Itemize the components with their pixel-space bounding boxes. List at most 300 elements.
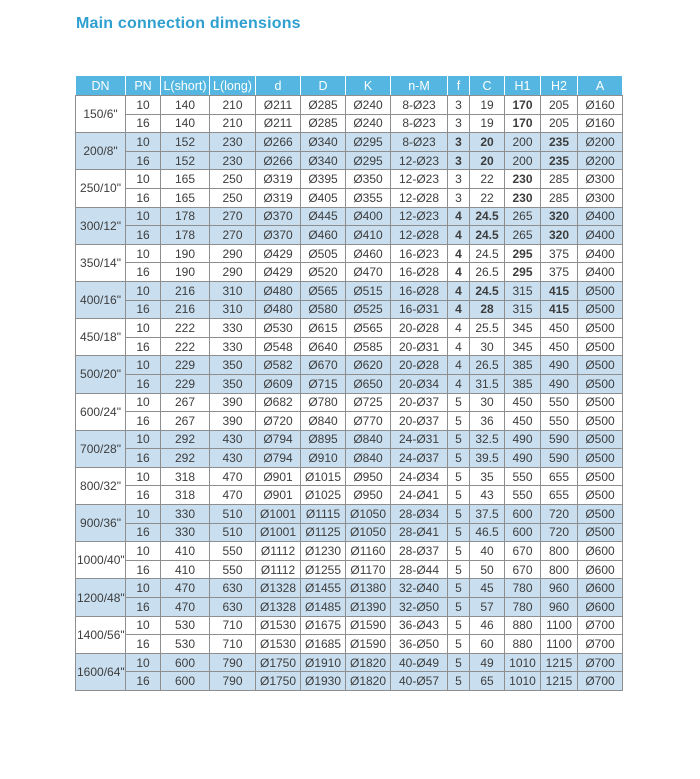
- cell-l-short: 470: [161, 598, 210, 617]
- cell-k: Ø240: [346, 96, 391, 115]
- cell-h1: 385: [505, 356, 541, 375]
- cell-c: 46.5: [470, 523, 505, 542]
- cell-f: 5: [448, 505, 470, 524]
- cell-pn: 10: [126, 393, 161, 412]
- cell-n-m: 32-Ø40: [391, 579, 448, 598]
- cell-dn: 350/14": [76, 244, 126, 281]
- cell-l-long: 310: [210, 300, 256, 319]
- cell-d-lower: Ø370: [256, 226, 301, 245]
- cell-k: Ø1160: [346, 542, 391, 561]
- cell-f: 5: [448, 393, 470, 412]
- cell-a: Ø500: [578, 505, 623, 524]
- cell-h2: 800: [541, 560, 578, 579]
- cell-d-upper: Ø460: [301, 226, 346, 245]
- cell-c: 31.5: [470, 374, 505, 393]
- cell-l-long: 710: [210, 635, 256, 654]
- cell-h1: 600: [505, 523, 541, 542]
- cell-k: Ø840: [346, 430, 391, 449]
- cell-h1: 1010: [505, 653, 541, 672]
- cell-l-long: 790: [210, 672, 256, 691]
- table-row: [76, 337, 623, 356]
- cell-pn: 10: [126, 542, 161, 561]
- cell-d-lower: Ø720: [256, 412, 301, 431]
- cell-a: Ø500: [578, 430, 623, 449]
- cell-d-lower: Ø609: [256, 374, 301, 393]
- cell-pn: 16: [126, 672, 161, 691]
- cell-pn: 10: [126, 133, 161, 152]
- cell-k: Ø1820: [346, 653, 391, 672]
- cell-d-upper: Ø580: [301, 300, 346, 319]
- column-header-h2: H2: [541, 76, 578, 96]
- cell-d-upper: Ø715: [301, 374, 346, 393]
- cell-l-short: 140: [161, 96, 210, 115]
- cell-pn: 10: [126, 207, 161, 226]
- cell-c: 24.5: [470, 281, 505, 300]
- cell-a: Ø500: [578, 281, 623, 300]
- cell-a: Ø160: [578, 114, 623, 133]
- cell-l-long: 290: [210, 244, 256, 263]
- cell-d-upper: Ø340: [301, 133, 346, 152]
- cell-h2: 235: [541, 133, 578, 152]
- cell-d-upper: Ø565: [301, 281, 346, 300]
- cell-dn: 600/24": [76, 393, 126, 430]
- table-row: [76, 263, 623, 282]
- cell-d-lower: Ø266: [256, 151, 301, 170]
- cell-a: Ø700: [578, 616, 623, 635]
- cell-k: Ø840: [346, 449, 391, 468]
- cell-h1: 670: [505, 542, 541, 561]
- cell-d-upper: Ø1025: [301, 486, 346, 505]
- cell-c: 43: [470, 486, 505, 505]
- cell-f: 4: [448, 356, 470, 375]
- cell-a: Ø400: [578, 226, 623, 245]
- cell-d-lower: Ø480: [256, 281, 301, 300]
- cell-dn: 900/36": [76, 505, 126, 542]
- cell-l-short: 216: [161, 281, 210, 300]
- cell-h2: 1100: [541, 635, 578, 654]
- cell-c: 30: [470, 337, 505, 356]
- cell-d-upper: Ø520: [301, 263, 346, 282]
- cell-d-lower: Ø319: [256, 170, 301, 189]
- cell-d-lower: Ø582: [256, 356, 301, 375]
- cell-n-m: 40-Ø57: [391, 672, 448, 691]
- cell-h2: 285: [541, 188, 578, 207]
- cell-c: 22: [470, 170, 505, 189]
- cell-k: Ø565: [346, 319, 391, 338]
- cell-pn: 10: [126, 579, 161, 598]
- cell-d-upper: Ø1015: [301, 467, 346, 486]
- cell-d-upper: Ø910: [301, 449, 346, 468]
- cell-d-upper: Ø1255: [301, 560, 346, 579]
- cell-k: Ø1590: [346, 616, 391, 635]
- cell-n-m: 20-Ø28: [391, 356, 448, 375]
- column-header-a: A: [578, 76, 623, 96]
- cell-pn: 16: [126, 188, 161, 207]
- cell-h1: 295: [505, 263, 541, 282]
- table-row: [76, 467, 623, 486]
- cell-h1: 880: [505, 616, 541, 635]
- cell-k: Ø725: [346, 393, 391, 412]
- cell-a: Ø600: [578, 598, 623, 617]
- cell-c: 36: [470, 412, 505, 431]
- cell-d-upper: Ø670: [301, 356, 346, 375]
- cell-f: 3: [448, 151, 470, 170]
- cell-dn: 1400/56": [76, 616, 126, 653]
- cell-f: 5: [448, 486, 470, 505]
- cell-a: Ø300: [578, 188, 623, 207]
- cell-h1: 345: [505, 319, 541, 338]
- cell-d-upper: Ø1115: [301, 505, 346, 524]
- cell-h1: 490: [505, 430, 541, 449]
- cell-l-short: 318: [161, 486, 210, 505]
- cell-l-long: 510: [210, 523, 256, 542]
- cell-n-m: 12-Ø28: [391, 188, 448, 207]
- cell-h1: 265: [505, 226, 541, 245]
- page-title: Main connection dimensions: [76, 15, 301, 32]
- cell-c: 20: [470, 151, 505, 170]
- cell-n-m: 28-Ø44: [391, 560, 448, 579]
- cell-a: Ø500: [578, 337, 623, 356]
- cell-k: Ø585: [346, 337, 391, 356]
- cell-d-lower: Ø901: [256, 486, 301, 505]
- cell-l-short: 152: [161, 151, 210, 170]
- cell-pn: 16: [126, 523, 161, 542]
- cell-n-m: 8-Ø23: [391, 96, 448, 115]
- cell-d-upper: Ø395: [301, 170, 346, 189]
- cell-k: Ø240: [346, 114, 391, 133]
- cell-pn: 16: [126, 449, 161, 468]
- header-row: [76, 76, 623, 96]
- table-row: [76, 151, 623, 170]
- column-header-f: f: [448, 76, 470, 96]
- cell-k: Ø1590: [346, 635, 391, 654]
- cell-l-short: 216: [161, 300, 210, 319]
- cell-l-short: 292: [161, 430, 210, 449]
- cell-h1: 170: [505, 96, 541, 115]
- cell-h2: 320: [541, 207, 578, 226]
- cell-a: Ø400: [578, 263, 623, 282]
- cell-k: Ø295: [346, 151, 391, 170]
- cell-l-long: 330: [210, 319, 256, 338]
- table-row: [76, 672, 623, 691]
- cell-d-lower: Ø901: [256, 467, 301, 486]
- cell-h2: 415: [541, 300, 578, 319]
- cell-c: 40: [470, 542, 505, 561]
- table-row: [76, 281, 623, 300]
- cell-l-short: 165: [161, 170, 210, 189]
- cell-l-long: 350: [210, 374, 256, 393]
- column-header-k: K: [346, 76, 391, 96]
- cell-c: 22: [470, 188, 505, 207]
- cell-l-short: 318: [161, 467, 210, 486]
- cell-pn: 16: [126, 560, 161, 579]
- cell-l-short: 600: [161, 672, 210, 691]
- cell-d-lower: Ø1530: [256, 616, 301, 635]
- cell-l-short: 222: [161, 319, 210, 338]
- cell-d-lower: Ø1750: [256, 653, 301, 672]
- cell-d-upper: Ø1485: [301, 598, 346, 617]
- cell-d-lower: Ø1328: [256, 579, 301, 598]
- cell-a: Ø500: [578, 356, 623, 375]
- cell-h1: 670: [505, 560, 541, 579]
- cell-pn: 10: [126, 356, 161, 375]
- cell-c: 65: [470, 672, 505, 691]
- cell-k: Ø650: [346, 374, 391, 393]
- cell-f: 5: [448, 523, 470, 542]
- cell-d-upper: Ø1230: [301, 542, 346, 561]
- cell-d-upper: Ø1910: [301, 653, 346, 672]
- cell-l-long: 330: [210, 337, 256, 356]
- cell-f: 3: [448, 133, 470, 152]
- cell-h1: 450: [505, 393, 541, 412]
- cell-h2: 235: [541, 151, 578, 170]
- cell-l-long: 470: [210, 467, 256, 486]
- cell-d-lower: Ø1530: [256, 635, 301, 654]
- cell-d-lower: Ø429: [256, 263, 301, 282]
- cell-h2: 655: [541, 467, 578, 486]
- cell-c: 49: [470, 653, 505, 672]
- cell-d-upper: Ø895: [301, 430, 346, 449]
- cell-h2: 375: [541, 263, 578, 282]
- cell-k: Ø1050: [346, 523, 391, 542]
- column-header-d-lower: d: [256, 76, 301, 96]
- cell-f: 4: [448, 207, 470, 226]
- cell-pn: 10: [126, 96, 161, 115]
- cell-l-short: 410: [161, 542, 210, 561]
- cell-c: 37.5: [470, 505, 505, 524]
- cell-a: Ø400: [578, 207, 623, 226]
- cell-f: 5: [448, 430, 470, 449]
- table-row: [76, 430, 623, 449]
- cell-l-long: 250: [210, 170, 256, 189]
- cell-f: 5: [448, 579, 470, 598]
- cell-a: Ø500: [578, 300, 623, 319]
- cell-d-lower: Ø480: [256, 300, 301, 319]
- cell-h1: 315: [505, 300, 541, 319]
- cell-l-short: 222: [161, 337, 210, 356]
- cell-dn: 500/20": [76, 356, 126, 393]
- cell-h2: 375: [541, 244, 578, 263]
- cell-f: 5: [448, 467, 470, 486]
- cell-pn: 16: [126, 412, 161, 431]
- column-header-l-long: L(long): [210, 76, 256, 96]
- cell-n-m: 36-Ø50: [391, 635, 448, 654]
- cell-k: Ø950: [346, 486, 391, 505]
- cell-pn: 16: [126, 635, 161, 654]
- cell-c: 50: [470, 560, 505, 579]
- cell-f: 3: [448, 170, 470, 189]
- cell-dn: 400/16": [76, 281, 126, 318]
- cell-f: 4: [448, 319, 470, 338]
- cell-l-short: 470: [161, 579, 210, 598]
- cell-f: 4: [448, 263, 470, 282]
- cell-c: 24.5: [470, 207, 505, 226]
- cell-n-m: 36-Ø43: [391, 616, 448, 635]
- cell-a: Ø600: [578, 542, 623, 561]
- cell-f: 5: [448, 616, 470, 635]
- column-header-pn: PN: [126, 76, 161, 96]
- cell-k: Ø1170: [346, 560, 391, 579]
- cell-n-m: 28-Ø37: [391, 542, 448, 561]
- cell-d-lower: Ø266: [256, 133, 301, 152]
- cell-f: 5: [448, 560, 470, 579]
- table-row: [76, 300, 623, 319]
- column-header-n-m: n-M: [391, 76, 448, 96]
- cell-f: 4: [448, 337, 470, 356]
- cell-h2: 450: [541, 319, 578, 338]
- cell-d-lower: Ø211: [256, 114, 301, 133]
- table-row: [76, 486, 623, 505]
- cell-f: 3: [448, 114, 470, 133]
- cell-h2: 960: [541, 598, 578, 617]
- cell-h1: 200: [505, 151, 541, 170]
- cell-l-long: 510: [210, 505, 256, 524]
- cell-d-upper: Ø1455: [301, 579, 346, 598]
- cell-d-upper: Ø1930: [301, 672, 346, 691]
- cell-h1: 780: [505, 579, 541, 598]
- cell-h1: 295: [505, 244, 541, 263]
- cell-c: 25.5: [470, 319, 505, 338]
- table-row: [76, 579, 623, 598]
- cell-h2: 450: [541, 337, 578, 356]
- cell-l-long: 470: [210, 486, 256, 505]
- table-row: [76, 374, 623, 393]
- cell-h2: 720: [541, 505, 578, 524]
- cell-k: Ø355: [346, 188, 391, 207]
- cell-d-lower: Ø794: [256, 449, 301, 468]
- cell-f: 5: [448, 598, 470, 617]
- cell-l-short: 229: [161, 374, 210, 393]
- cell-c: 24.5: [470, 226, 505, 245]
- cell-k: Ø1820: [346, 672, 391, 691]
- table-row: [76, 319, 623, 338]
- cell-a: Ø500: [578, 467, 623, 486]
- cell-d-upper: Ø640: [301, 337, 346, 356]
- cell-h2: 960: [541, 579, 578, 598]
- table-row: [76, 96, 623, 115]
- cell-a: Ø700: [578, 635, 623, 654]
- cell-a: Ø700: [578, 672, 623, 691]
- cell-d-lower: Ø548: [256, 337, 301, 356]
- cell-l-long: 350: [210, 356, 256, 375]
- cell-a: Ø500: [578, 412, 623, 431]
- cell-h1: 600: [505, 505, 541, 524]
- column-header-h1: H1: [505, 76, 541, 96]
- table-row: [76, 226, 623, 245]
- cell-h1: 385: [505, 374, 541, 393]
- cell-n-m: 20-Ø37: [391, 393, 448, 412]
- cell-n-m: 12-Ø28: [391, 226, 448, 245]
- cell-k: Ø350: [346, 170, 391, 189]
- cell-n-m: 16-Ø28: [391, 263, 448, 282]
- cell-h2: 550: [541, 412, 578, 431]
- cell-pn: 16: [126, 598, 161, 617]
- cell-d-lower: Ø370: [256, 207, 301, 226]
- cell-f: 5: [448, 542, 470, 561]
- cell-l-long: 270: [210, 226, 256, 245]
- cell-f: 4: [448, 374, 470, 393]
- cell-k: Ø460: [346, 244, 391, 263]
- cell-dn: 1200/48": [76, 579, 126, 616]
- table-row: [76, 542, 623, 561]
- table-row: [76, 523, 623, 542]
- cell-h1: 1010: [505, 672, 541, 691]
- cell-d-lower: Ø211: [256, 96, 301, 115]
- dimensions-table: [75, 75, 623, 691]
- cell-l-short: 190: [161, 263, 210, 282]
- cell-h1: 230: [505, 188, 541, 207]
- cell-a: Ø500: [578, 319, 623, 338]
- cell-f: 4: [448, 244, 470, 263]
- cell-c: 26.5: [470, 263, 505, 282]
- cell-n-m: 16-Ø23: [391, 244, 448, 263]
- table-row: [76, 449, 623, 468]
- cell-h1: 450: [505, 412, 541, 431]
- column-header-c: C: [470, 76, 505, 96]
- cell-k: Ø1050: [346, 505, 391, 524]
- cell-h1: 170: [505, 114, 541, 133]
- cell-d-lower: Ø1112: [256, 560, 301, 579]
- cell-n-m: 16-Ø28: [391, 281, 448, 300]
- cell-a: Ø600: [578, 579, 623, 598]
- table-row: [76, 133, 623, 152]
- cell-d-upper: Ø285: [301, 114, 346, 133]
- cell-l-short: 410: [161, 560, 210, 579]
- cell-l-long: 230: [210, 133, 256, 152]
- table-row: [76, 170, 623, 189]
- cell-l-short: 330: [161, 505, 210, 524]
- cell-a: Ø500: [578, 449, 623, 468]
- cell-n-m: 24-Ø31: [391, 430, 448, 449]
- cell-c: 32.5: [470, 430, 505, 449]
- cell-l-long: 790: [210, 653, 256, 672]
- cell-pn: 16: [126, 374, 161, 393]
- cell-h1: 345: [505, 337, 541, 356]
- cell-n-m: 28-Ø34: [391, 505, 448, 524]
- cell-n-m: 12-Ø23: [391, 170, 448, 189]
- cell-l-long: 550: [210, 542, 256, 561]
- cell-n-m: 12-Ø23: [391, 207, 448, 226]
- cell-k: Ø410: [346, 226, 391, 245]
- cell-l-short: 267: [161, 412, 210, 431]
- cell-l-short: 229: [161, 356, 210, 375]
- cell-pn: 16: [126, 263, 161, 282]
- cell-dn: 1600/64": [76, 653, 126, 690]
- cell-k: Ø770: [346, 412, 391, 431]
- table-row: [76, 560, 623, 579]
- cell-n-m: 20-Ø37: [391, 412, 448, 431]
- cell-h2: 800: [541, 542, 578, 561]
- cell-f: 4: [448, 300, 470, 319]
- cell-pn: 16: [126, 486, 161, 505]
- cell-l-long: 550: [210, 560, 256, 579]
- cell-h2: 590: [541, 430, 578, 449]
- cell-l-short: 292: [161, 449, 210, 468]
- cell-a: Ø160: [578, 96, 623, 115]
- cell-n-m: 20-Ø34: [391, 374, 448, 393]
- cell-l-long: 290: [210, 263, 256, 282]
- cell-h2: 1100: [541, 616, 578, 635]
- cell-n-m: 20-Ø31: [391, 337, 448, 356]
- cell-h1: 230: [505, 170, 541, 189]
- cell-c: 30: [470, 393, 505, 412]
- cell-k: Ø400: [346, 207, 391, 226]
- cell-n-m: 12-Ø23: [391, 151, 448, 170]
- cell-n-m: 24-Ø37: [391, 449, 448, 468]
- cell-k: Ø470: [346, 263, 391, 282]
- cell-h1: 550: [505, 486, 541, 505]
- cell-d-lower: Ø682: [256, 393, 301, 412]
